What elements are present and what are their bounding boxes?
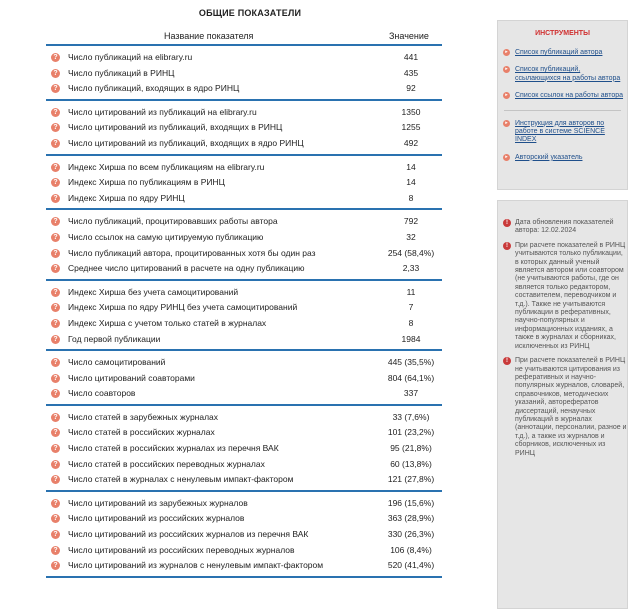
tool-link-label[interactable]: Список публикаций, ссылающихся на работы автора <box>515 66 621 82</box>
indicator-value: 337 <box>403 388 419 399</box>
tool-link[interactable] <box>498 66 627 83</box>
indicator-value: 1984 <box>401 333 421 344</box>
indicator-value: 196 (15,6%) <box>387 497 435 508</box>
question-icon[interactable]: ? <box>51 358 60 367</box>
question-icon[interactable]: ? <box>51 69 60 78</box>
table-row <box>46 230 442 246</box>
table-row <box>46 355 442 371</box>
question-icon[interactable]: ? <box>51 561 60 570</box>
table-section <box>46 281 442 351</box>
tool-link[interactable] <box>498 120 627 145</box>
note-text: При расчете показателей в РИНЦ учитываются только публикации, в которых данный ученый является автором или соавтором (не учитываются работы, где он является только редактором, составителем, переводчиком и т.д.). Также не учитываются публикации в реферативных, научно-популярных и информационных изданиях, а также в журналах и сборниках, исключенных из РИНЦ <box>515 241 626 350</box>
question-icon[interactable]: ? <box>51 335 60 344</box>
tool-link[interactable] <box>498 49 627 57</box>
indicator-value: 33 (7,6%) <box>392 411 430 422</box>
question-icon[interactable]: ? <box>51 217 60 226</box>
table-row <box>46 120 442 136</box>
tools-title: ИНСТРУМЕНТЫ <box>535 30 590 37</box>
indicator-label: Индекс Хирша без учета самоцитирований <box>68 286 239 297</box>
table-section <box>46 210 442 280</box>
table-row <box>46 332 442 348</box>
indicator-value: 14 <box>406 177 416 188</box>
indicator-label: Число цитирований из российских журналов из перечня ВАК <box>68 529 309 540</box>
indicator-value: 441 <box>403 52 419 62</box>
table-row <box>46 160 442 176</box>
indicator-label: Среднее число цитирований в расчете на одну публикацию <box>68 263 305 274</box>
table-row <box>46 246 442 262</box>
indicator-value: 60 (13,8%) <box>390 458 432 469</box>
indicator-value: 101 (23,2%) <box>387 427 435 438</box>
notes-panel <box>497 200 628 609</box>
question-icon[interactable]: ? <box>51 514 60 523</box>
indicator-label: Число публикаций в РИНЦ <box>68 67 175 78</box>
table-row <box>46 300 442 316</box>
indicator-value: 32 <box>406 231 416 242</box>
table-row <box>46 558 442 574</box>
table-row <box>46 472 442 488</box>
question-icon[interactable]: ? <box>51 460 60 469</box>
tools-divider <box>504 110 621 111</box>
indicator-label: Число статей в журналах с ненулевым импакт-фактором <box>68 474 294 485</box>
indicator-label: Индекс Хирша по публикациям в РИНЦ <box>68 177 225 188</box>
table-section <box>46 46 442 101</box>
arrow-right-icon: ▸ <box>503 66 510 73</box>
table-row <box>46 191 442 207</box>
tool-link-label[interactable]: Авторский указатель <box>515 153 583 161</box>
tools-panel <box>497 20 628 190</box>
table-row <box>46 316 442 332</box>
question-icon[interactable]: ? <box>51 499 60 508</box>
arrow-right-icon: ▸ <box>503 154 510 161</box>
header-name: Название показателя <box>164 31 254 41</box>
table-row <box>46 496 442 512</box>
tool-link[interactable] <box>498 92 627 100</box>
question-icon[interactable]: ? <box>51 303 60 312</box>
table-row <box>46 527 442 543</box>
question-icon[interactable]: ? <box>51 530 60 539</box>
table-row <box>46 457 442 473</box>
indicator-label: Число цитирований из журналов с ненулевым импакт-фактором <box>68 560 324 571</box>
arrow-right-icon: ▸ <box>503 92 510 99</box>
question-icon[interactable]: ? <box>51 319 60 328</box>
arrow-right-icon: ▸ <box>503 49 510 56</box>
table-row <box>46 105 442 121</box>
question-icon[interactable]: ? <box>51 163 60 172</box>
indicator-value: 92 <box>406 83 416 94</box>
header-value: Значение <box>389 31 429 41</box>
question-icon[interactable]: ? <box>51 123 60 132</box>
question-icon[interactable]: ? <box>51 413 60 422</box>
question-icon[interactable]: ? <box>51 264 60 273</box>
info-note <box>498 357 627 458</box>
indicator-value: 11 <box>406 286 416 297</box>
table-row <box>46 441 442 457</box>
question-icon[interactable]: ? <box>51 84 60 93</box>
question-icon[interactable]: ? <box>51 108 60 117</box>
table-row <box>46 511 442 527</box>
indicator-value: 1350 <box>401 106 421 117</box>
info-note <box>498 242 627 351</box>
note-text: Дата обновления показателей автора: 12.02.2024 <box>515 219 614 235</box>
indicator-value: 254 (58,4%) <box>387 247 435 258</box>
indicator-value: 95 (21,8%) <box>390 443 432 454</box>
table-header <box>46 27 442 46</box>
indicator-label: Число цитирований из российских журналов <box>68 513 245 524</box>
table-section <box>46 101 442 156</box>
exclamation-icon: ! <box>503 219 511 227</box>
indicator-value: 435 <box>403 67 419 78</box>
question-icon[interactable]: ? <box>51 249 60 258</box>
indicator-value: 106 (8,4%) <box>390 544 432 555</box>
indicator-value: 520 (41,4%) <box>387 560 435 571</box>
table-row <box>46 285 442 301</box>
indicator-label: Индекс Хирша по всем публикациям на elibrary.ru <box>68 161 265 172</box>
exclamation-icon: ! <box>503 357 511 365</box>
indicator-label: Число цитирований из публикаций, входящих в РИНЦ <box>68 122 283 133</box>
indicator-label: Число публикаций, входящих в ядро РИНЦ <box>68 83 240 94</box>
indicator-label: Число самоцитирований <box>68 357 166 368</box>
indicator-label: Индекс Хирша с учетом только статей в журналах <box>68 317 267 328</box>
question-icon[interactable]: ? <box>51 288 60 297</box>
indicator-label: Число статей в российских переводных журналах <box>68 458 265 469</box>
tool-link-label[interactable]: Список публикаций автора <box>515 49 603 56</box>
page-title: ОБЩИЕ ПОКАЗАТЕЛИ <box>198 8 302 18</box>
indicator-value: 14 <box>406 161 416 172</box>
question-icon[interactable]: ? <box>51 475 60 484</box>
exclamation-icon: ! <box>503 242 511 250</box>
indicator-label: Число статей в российских журналах из перечня ВАК <box>68 443 279 454</box>
table-row <box>46 81 442 97</box>
table-section <box>46 351 442 406</box>
indicator-value: 8 <box>408 317 414 328</box>
table-row <box>46 371 442 387</box>
question-icon[interactable]: ? <box>51 139 60 148</box>
indicators-table <box>46 27 442 578</box>
indicator-label: Число цитирований из публикаций, входящих в ядро РИНЦ <box>68 137 304 148</box>
indicator-label: Число публикаций на elibrary.ru <box>68 52 193 62</box>
indicator-label: Число публикаций, процитировавших работы автора <box>68 216 278 227</box>
table-row <box>46 410 442 426</box>
arrow-right-icon: ▸ <box>503 120 510 127</box>
indicator-label: Число ссылок на самую цитируемую публикацию <box>68 231 264 242</box>
indicator-value: 492 <box>403 137 419 148</box>
indicator-value: 804 (64,1%) <box>387 372 435 383</box>
indicator-label: Число статей в российских журналах <box>68 427 215 438</box>
indicator-value: 121 (27,8%) <box>387 474 435 485</box>
table-section <box>46 406 442 492</box>
indicator-label: Число публикаций автора, процитированных хотя бы один раз <box>68 247 316 258</box>
question-icon[interactable]: ? <box>51 53 60 62</box>
indicator-label: Число цитирований из публикаций на elibrary.ru <box>68 106 257 117</box>
indicator-value: 792 <box>403 216 419 227</box>
info-note <box>498 219 627 236</box>
tool-link[interactable] <box>498 154 627 162</box>
indicator-label: Число цитирований соавторами <box>68 372 195 383</box>
indicator-value: 330 (26,3%) <box>387 529 435 540</box>
question-icon[interactable]: ? <box>51 374 60 383</box>
question-icon[interactable]: ? <box>51 444 60 453</box>
question-icon[interactable]: ? <box>51 428 60 437</box>
table-row <box>46 261 442 277</box>
table-row <box>46 543 442 559</box>
table-row <box>46 66 442 82</box>
indicator-label: Индекс Хирша по ядру РИНЦ без учета самоцитирований <box>68 302 298 313</box>
table-row <box>46 50 442 66</box>
indicator-label: Число цитирований из зарубежных журналов <box>68 497 248 508</box>
indicator-value: 8 <box>408 192 414 203</box>
indicator-value: 363 (28,9%) <box>387 513 435 524</box>
question-icon[interactable]: ? <box>51 178 60 187</box>
indicator-value: 2,33 <box>402 263 420 274</box>
indicator-label: Индекс Хирша по ядру РИНЦ <box>68 192 185 203</box>
indicator-label: Число соавторов <box>68 388 136 399</box>
question-icon[interactable]: ? <box>51 546 60 555</box>
table-row <box>46 386 442 402</box>
question-icon[interactable]: ? <box>51 194 60 203</box>
question-icon[interactable]: ? <box>51 389 60 398</box>
indicator-label: Год первой публикации <box>68 333 161 344</box>
indicator-label: Число цитирований из российских переводных журналов <box>68 544 295 555</box>
table-row <box>46 214 442 230</box>
question-icon[interactable]: ? <box>51 233 60 242</box>
table-section <box>46 492 442 578</box>
table-row <box>46 136 442 152</box>
indicator-label: Число статей в зарубежных журналах <box>68 411 219 422</box>
indicator-value: 1255 <box>401 122 421 133</box>
indicator-value: 445 (35,5%) <box>387 357 435 368</box>
table-row <box>46 425 442 441</box>
tool-link-label[interactable]: Список ссылок на работы автора <box>515 92 624 100</box>
table-row <box>46 175 442 191</box>
table-section <box>46 156 442 211</box>
tool-link-label[interactable]: Инструкция для авторов по работе в системе SCIENCE INDEX <box>515 119 605 144</box>
indicator-value: 7 <box>408 302 414 313</box>
note-text: При расчете показателей в РИНЦ не учитываются цитирования из реферативных и научно-популярных журналов, словарей, справочников, методических указаний, авторефератов диссертаций, ненаучных публикаций в журналах (аннотации, персоналии, разное и т.д.), а также из журналов и сборников, исключенных из РИНЦ <box>515 357 627 457</box>
